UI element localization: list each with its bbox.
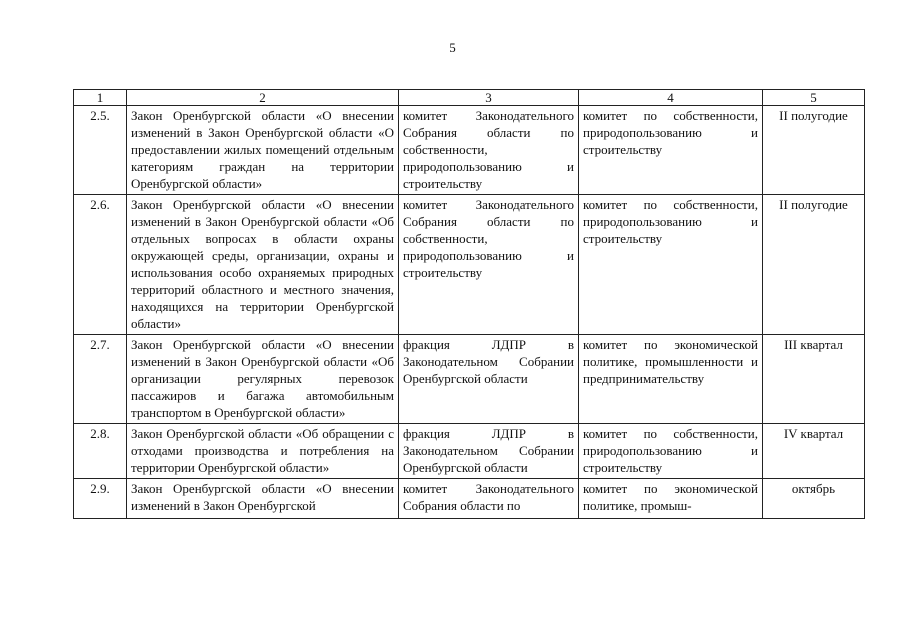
table-row [74, 335, 865, 424]
row-number: 2.9. [74, 479, 127, 519]
responsible-committee: комитет по собственности, природопользованию и строительству [579, 424, 763, 479]
law-title: Закон Оренбургской области «О внесении изменений в Закон Оренбургской области «Об отдельных вопросах в области охраны окружающей среды, организации, охраны и использования особо охраняемых природных территорий областного и местного значения, находящихся на территории Оренбургской области» [127, 195, 399, 335]
term: II полугодие [763, 106, 865, 195]
column-number-header-row [74, 90, 865, 106]
row-number: 2.7. [74, 335, 127, 424]
legislation-plan-table [73, 89, 865, 519]
row-number: 2.5. [74, 106, 127, 195]
table-row [74, 106, 865, 195]
term: II полугодие [763, 195, 865, 335]
row-number: 2.6. [74, 195, 127, 335]
law-title: Закон Оренбургской области «О внесении изменений в Закон Оренбургской [127, 479, 399, 519]
initiator: комитет Законодательного Собрания области по собственности, природопользованию и строительству [399, 106, 579, 195]
law-title: Закон Оренбургской области «Об обращении с отходами производства и потребления на территории Оренбургской области» [127, 424, 399, 479]
responsible-committee: комитет по собственности, природопользованию и строительству [579, 106, 763, 195]
responsible-committee: комитет по собственности, природопользованию и строительству [579, 195, 763, 335]
law-title: Закон Оренбургской области «О внесении изменений в Закон Оренбургской области «О предоставлении жилых помещений отдельным категориям граждан на территории Оренбургской области» [127, 106, 399, 195]
initiator: фракция ЛДПР в Законодательном Собрании Оренбургской области [399, 424, 579, 479]
table-row [74, 195, 865, 335]
column-header-2: 2 [127, 90, 399, 106]
row-number: 2.8. [74, 424, 127, 479]
term: IV квартал [763, 424, 865, 479]
law-title: Закон Оренбургской области «О внесении изменений в Закон Оренбургской области «Об организации регулярных перевозок пассажиров и багажа автомобильным транспортом в Оренбургской области» [127, 335, 399, 424]
table-row [74, 424, 865, 479]
term: III квартал [763, 335, 865, 424]
term: октябрь [763, 479, 865, 519]
column-header-3: 3 [399, 90, 579, 106]
responsible-committee: комитет по экономической политике, промышленности и предпринимательству [579, 335, 763, 424]
column-header-4: 4 [579, 90, 763, 106]
initiator: комитет Законодательного Собрания области по [399, 479, 579, 519]
responsible-committee: комитет по экономической политике, промыш- [579, 479, 763, 519]
column-header-1: 1 [74, 90, 127, 106]
table-row [74, 479, 865, 519]
initiator: комитет Законодательного Собрания области по собственности, природопользованию и строительству [399, 195, 579, 335]
column-header-5: 5 [763, 90, 865, 106]
initiator: фракция ЛДПР в Законодательном Собрании Оренбургской области [399, 335, 579, 424]
page-number: 5 [449, 40, 456, 55]
